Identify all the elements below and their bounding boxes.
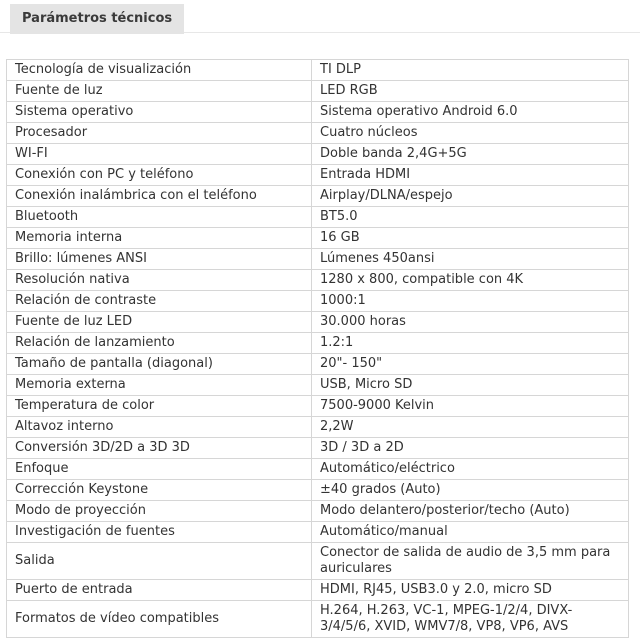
table-row — [7, 480, 629, 501]
table-row — [7, 438, 629, 459]
param-label: Conexión inalámbrica con el teléfono — [7, 186, 312, 207]
param-label: Sistema operativo — [7, 102, 312, 123]
table-row — [7, 459, 629, 480]
table-row — [7, 312, 629, 333]
param-label: Corrección Keystone — [7, 480, 312, 501]
tab-parametros-tecnicos[interactable]: Parámetros técnicos — [10, 4, 184, 34]
param-value: Cuatro núcleos — [312, 123, 629, 144]
param-label: Tecnología de visualización — [7, 60, 312, 81]
param-value: 1.2:1 — [312, 333, 629, 354]
param-value: 7500-9000 Kelvin — [312, 396, 629, 417]
spec-table-body — [7, 60, 629, 638]
param-value: Lúmenes 450ansi — [312, 249, 629, 270]
table-row — [7, 270, 629, 291]
param-label: Procesador — [7, 123, 312, 144]
table-row — [7, 522, 629, 543]
table-row — [7, 543, 629, 580]
param-label: Enfoque — [7, 459, 312, 480]
table-row — [7, 81, 629, 102]
param-value: Airplay/DLNA/espejo — [312, 186, 629, 207]
table-row — [7, 228, 629, 249]
param-label: Temperatura de color — [7, 396, 312, 417]
table-row — [7, 102, 629, 123]
param-label: Modo de proyección — [7, 501, 312, 522]
table-row — [7, 417, 629, 438]
param-label: Resolución nativa — [7, 270, 312, 291]
param-label: Fuente de luz — [7, 81, 312, 102]
param-value: 3D / 3D a 2D — [312, 438, 629, 459]
param-value: USB, Micro SD — [312, 375, 629, 396]
param-value: HDMI, RJ45, USB3.0 y 2.0, micro SD — [312, 580, 629, 601]
param-value: 16 GB — [312, 228, 629, 249]
param-label: Conversión 3D/2D a 3D 3D — [7, 438, 312, 459]
param-label: Memoria externa — [7, 375, 312, 396]
param-label: Bluetooth — [7, 207, 312, 228]
param-label: WI-FI — [7, 144, 312, 165]
table-row — [7, 375, 629, 396]
table-row — [7, 60, 629, 81]
param-label: Puerto de entrada — [7, 580, 312, 601]
table-row — [7, 186, 629, 207]
table-row — [7, 333, 629, 354]
param-label: Formatos de vídeo compatibles — [7, 601, 312, 638]
param-label: Relación de contraste — [7, 291, 312, 312]
param-value: Sistema operativo Android 6.0 — [312, 102, 629, 123]
table-row — [7, 501, 629, 522]
param-value: Automático/eléctrico — [312, 459, 629, 480]
param-value: 30.000 horas — [312, 312, 629, 333]
table-row — [7, 580, 629, 601]
param-value: TI DLP — [312, 60, 629, 81]
table-row — [7, 354, 629, 375]
param-value: Entrada HDMI — [312, 165, 629, 186]
param-label: Salida — [7, 543, 312, 580]
param-value: 1280 x 800, compatible con 4K — [312, 270, 629, 291]
table-row — [7, 123, 629, 144]
table-row — [7, 249, 629, 270]
table-row — [7, 207, 629, 228]
param-value: Doble banda 2,4G+5G — [312, 144, 629, 165]
table-row — [7, 396, 629, 417]
param-value: Automático/manual — [312, 522, 629, 543]
param-label: Conexión con PC y teléfono — [7, 165, 312, 186]
param-label: Brillo: lúmenes ANSI — [7, 249, 312, 270]
param-value: ±40 grados (Auto) — [312, 480, 629, 501]
param-value: Conector de salida de audio de 3,5 mm para auriculares — [312, 543, 629, 580]
param-value: Modo delantero/posterior/techo (Auto) — [312, 501, 629, 522]
param-label: Fuente de luz LED — [7, 312, 312, 333]
spec-table — [6, 59, 629, 638]
param-label: Relación de lanzamiento — [7, 333, 312, 354]
param-label: Altavoz interno — [7, 417, 312, 438]
param-value: BT5.0 — [312, 207, 629, 228]
param-label: Memoria interna — [7, 228, 312, 249]
param-label: Investigación de fuentes — [7, 522, 312, 543]
table-row — [7, 601, 629, 638]
param-value: 2,2W — [312, 417, 629, 438]
table-row — [7, 165, 629, 186]
param-value: 20"- 150" — [312, 354, 629, 375]
param-value: H.264, H.263, VC-1, MPEG-1/2/4, DIVX-3/4/5/6, XVID, WMV7/8, VP8, VP6, AVS — [312, 601, 629, 638]
tab-strip — [0, 0, 640, 33]
table-row — [7, 291, 629, 312]
param-value: 1000:1 — [312, 291, 629, 312]
table-row — [7, 144, 629, 165]
param-label: Tamaño de pantalla (diagonal) — [7, 354, 312, 375]
param-value: LED RGB — [312, 81, 629, 102]
